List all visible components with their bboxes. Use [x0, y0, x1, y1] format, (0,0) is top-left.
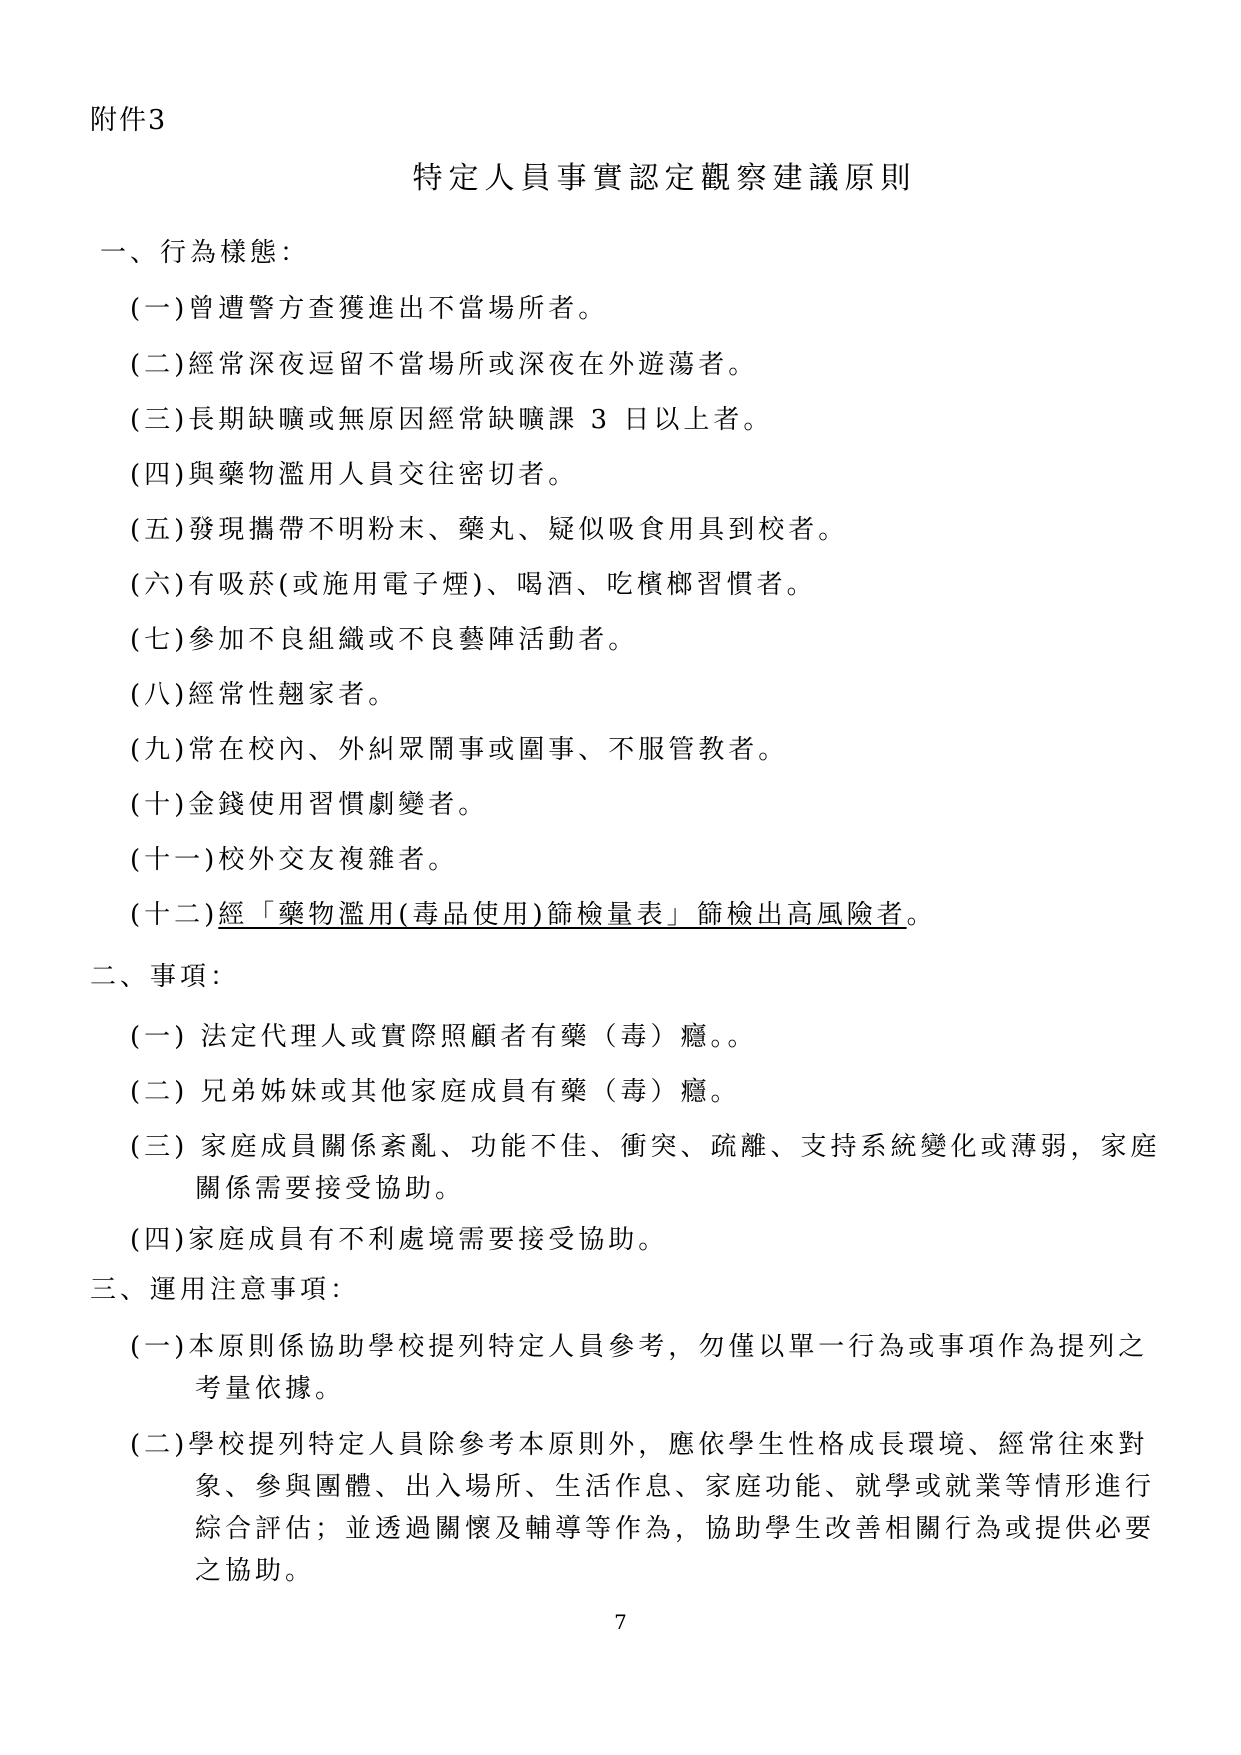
list-item: (一)本原則係協助學校提列特定人員參考，勿僅以單一行為或事項作為提列之 — [130, 1332, 1149, 1362]
list-item-12-prefix: (十二) — [130, 900, 219, 930]
list-item: (二)經常深夜逗留不當場所或深夜在外遊蕩者。 — [130, 350, 759, 380]
document-title-text: 特定人員事實認定觀察建議原則 — [412, 161, 917, 196]
list-item: (四)家庭成員有不利處境需要接受協助。 — [130, 1225, 669, 1255]
list-item: (二) 兄弟姊妹或其他家庭成員有藥（毒）癮。 — [130, 1077, 741, 1107]
list-item: (八)經常性翹家者。 — [130, 680, 399, 710]
list-item-12 — [130, 900, 937, 930]
list-item: (四)與藥物濫用人員交往密切者。 — [130, 460, 579, 490]
list-item: (一) 法定代理人或實際照顧者有藥（毒）癮。。 — [130, 1022, 758, 1052]
list-item: (三)長期缺曠或無原因經常缺曠課 3 日以上者。 — [130, 405, 774, 435]
list-item: (三) 家庭成員關係紊亂、功能不佳、衝突、疏離、支持系統變化或薄弱，家庭 — [130, 1132, 1161, 1162]
section-heading-notes: 三、運用注意事項： — [90, 1275, 361, 1305]
list-item-continuation: 綜合評估；並透過關懷及輔導等作為，協助學生改善相關行為或提供必要 — [195, 1514, 1156, 1544]
list-item: (九)常在校內、外糾眾鬧事或圍事、不服管教者。 — [130, 735, 789, 765]
section-heading-behavior: 一、行為樣態： — [100, 238, 311, 268]
list-item-continuation: 考量依據。 — [195, 1374, 346, 1404]
list-item-continuation: 關係需要接受協助。 — [195, 1174, 466, 1204]
attachment-label: 附件3 — [90, 105, 168, 136]
list-item: (十)金錢使用習慣劇變者。 — [130, 790, 489, 820]
list-item: (一)曾遭警方查獲進出不當場所者。 — [130, 294, 609, 324]
list-item-12-suffix: 。 — [906, 900, 937, 930]
document-title — [0, 161, 1241, 196]
list-item-continuation: 象、參與團體、出入場所、生活作息、家庭功能、就學或就業等情形進行 — [195, 1472, 1156, 1502]
list-item: (五)發現攜帶不明粉末、藥丸、疑似吸食用具到校者。 — [130, 515, 849, 545]
list-item-continuation: 之協助。 — [195, 1556, 316, 1586]
list-item-12-underlined: 經「藥物濫用(毒品使用)篩檢量表」篩檢出高風險者 — [218, 900, 907, 930]
list-item: (七)參加不良組織或不良藝陣活動者。 — [130, 625, 639, 655]
page-number: 7 — [614, 1610, 627, 1634]
list-item: (六)有吸菸(或施用電子煙)、喝酒、吃檳榔習慣者。 — [130, 570, 817, 600]
list-item: (十一)校外交友複雜者。 — [130, 845, 459, 875]
list-item: (二)學校提列特定人員除參考本原則外，應依學生性格成長環境、經常往來對 — [130, 1430, 1149, 1460]
section-heading-matters: 二、事項： — [90, 962, 241, 992]
